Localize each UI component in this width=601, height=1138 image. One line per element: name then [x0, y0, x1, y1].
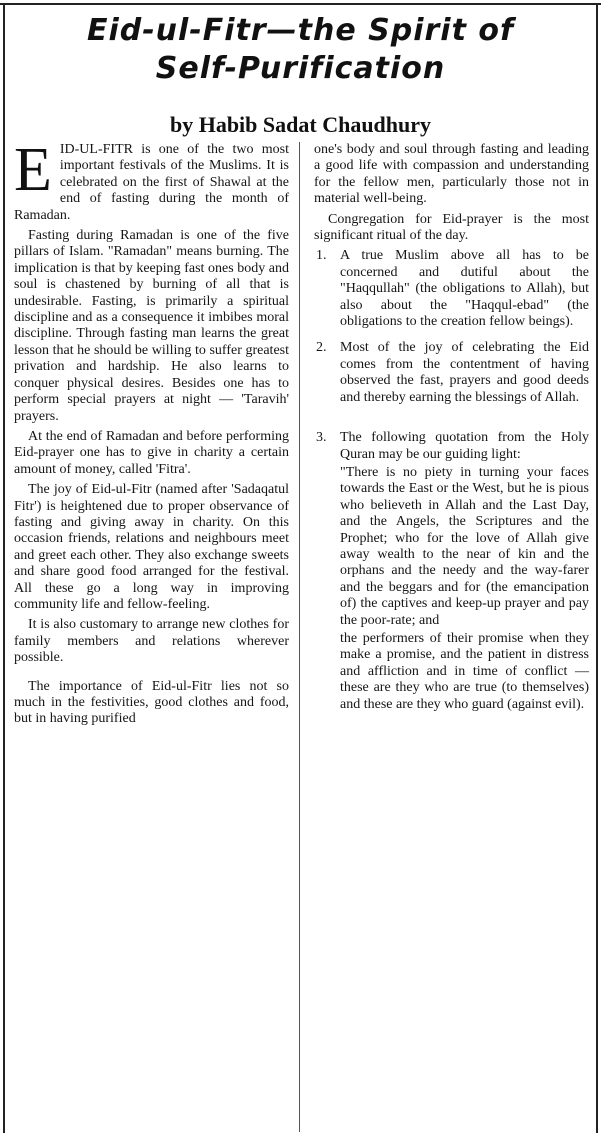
drop-cap: E	[14, 136, 52, 204]
right-column	[314, 142, 589, 723]
article-byline: by Habib Sadat Chaudhury	[169, 112, 432, 137]
title-line-2: Self-Purification	[155, 51, 446, 86]
intro-text: ID-UL-FITR is one of the two most important festivals of the Muslims. It is celebrated on the first of Shawal at the end of fasting during the month of Ramadan.	[14, 142, 289, 223]
list-number: 3.	[316, 430, 327, 446]
column-divider	[299, 142, 300, 1132]
fitra-paragraph: At the end of Ramadan and before performing Eid-prayer one has to give in charity a certain amount of money, called 'Fitra'.	[14, 428, 289, 477]
top-border-rule	[0, 3, 601, 5]
fasting-paragraph: Fasting during Ramadan is one of the five pillars of Islam. "Ramadan" means burning. The implication is that by keeping fast ones body and soul is chastened by burning of all that is undesirable. Fasting, is primarily a spiritual discipline and as a consequence it imbibes moral discipline. Through fasting man learns the great lesson that he should be willing to suffer greatest privation and hardship. He also learns to conquer physical desires. Besides one has to perform special prayers at night — 'Taravih' prayers.	[14, 228, 289, 424]
intro-paragraph	[14, 136, 289, 224]
right-border-rule	[596, 3, 598, 1133]
list-item	[314, 430, 589, 713]
numbered-list	[314, 248, 589, 713]
congregation-paragraph: Congregation for Eid-prayer is the most significant ritual of the day.	[314, 211, 589, 244]
clothes-paragraph: It is also customary to arrange new clothes for family members and relations wherever possible.	[14, 617, 289, 666]
quran-quotation-part-1: "There is no piety in turning your faces towards the East or the West, but he is pious who believeth in Allah and the Last Day, and the Angels, the Scriptures and the Prophet; who for the love of Allah give away wealth to the near of kin and the orphans and the needy and the way-farer and the beggars and for (the emancipation of) the captives and keep-up prayer and pay the poor-rate; and	[340, 464, 589, 628]
list-number: 2.	[316, 340, 327, 356]
list-item	[314, 248, 589, 330]
continuation-paragraph: one's body and soul through fasting and leading a good life with compassion and understanding for the fellow men, particularly those not in material well-being.	[314, 142, 589, 207]
list-item-text: The following quotation from the Holy Quran may be our guiding light:	[340, 430, 589, 462]
importance-paragraph: The importance of Eid-ul-Fitr lies not so much in the festivities, good clothes and food, but in having purified	[14, 678, 289, 727]
joy-paragraph: The joy of Eid-ul-Fitr (named after 'Sadaqatul Fitr') is heightened due to proper observance of fasting and giving away in charity. On this occasion friends, relations and neighbours meet and greet each other. They also exchange sweets and share good food arranged for the festival. All these go a long way in improving community life and fellow-feeling.	[14, 482, 289, 612]
left-column	[14, 136, 289, 732]
list-number: 1.	[316, 248, 327, 264]
article-title	[14, 12, 587, 88]
left-border-rule	[3, 3, 5, 1133]
list-item	[314, 340, 589, 406]
list-item-text: A true Muslim above all has to be concerned and dutiful about the "Haqqullah" (the obligations to Allah), but also about the "Haqqul-ebad" (the obligations to the creation fellow beings).	[340, 248, 589, 330]
quran-quotation-part-2: the performers of their promise when they make a promise, and the patient in distress and affliction and in time of conflict — these are they who are true (to themselves) and these are they who guard (against evil).	[340, 630, 589, 712]
title-line-1: Eid-ul-Fitr—the Spirit of	[86, 13, 515, 48]
list-item-text: Most of the joy of celebrating the Eid comes from the contentment of having observed the fast, prayers and good deeds and thereby earning the blessings of Allah.	[340, 340, 589, 405]
